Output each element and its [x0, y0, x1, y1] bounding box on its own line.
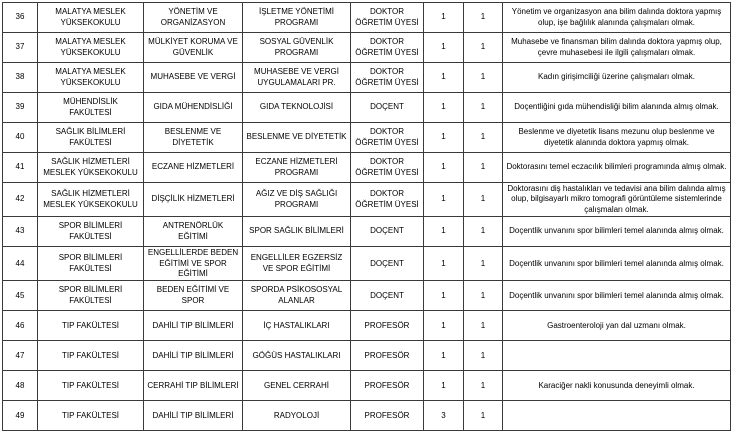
table-row — [3, 123, 731, 153]
cell-count-2: 1 — [464, 341, 503, 371]
cell-program: SOSYAL GÜVENLİK PROGRAMI — [243, 33, 351, 63]
cell-count-1: 3 — [424, 401, 464, 431]
cell-faculty: MALATYA MESLEK YÜKSEKOKULU — [38, 63, 144, 93]
cell-title: DOKTOR ÖĞRETİM ÜYESİ — [351, 63, 424, 93]
cell-program: MUHASEBE VE VERGİ UYGULAMALARI PR. — [243, 63, 351, 93]
cell-description: Muhasebe ve finansman bilim dalında doktora yapmış olup, çevre muhasebesi ile ilgili çalışmaları olmak. — [503, 33, 731, 63]
cell-count-2: 1 — [464, 63, 503, 93]
cell-program: İŞLETME YÖNETİMİ PROGRAMI — [243, 3, 351, 33]
cell-title: PROFESÖR — [351, 341, 424, 371]
cell-description — [503, 341, 731, 371]
table-row — [3, 401, 731, 431]
cell-faculty: SAĞLIK HİZMETLERİ MESLEK YÜKSEKOKULU — [38, 153, 144, 183]
cell-count-2: 1 — [464, 371, 503, 401]
cell-row-number: 41 — [3, 153, 38, 183]
cell-department: MÜLKİYET KORUMA VE GÜVENLİK — [144, 33, 243, 63]
cell-count-1: 1 — [424, 153, 464, 183]
cell-department: DİŞÇİLİK HİZMETLERİ — [144, 183, 243, 217]
cell-count-1: 1 — [424, 123, 464, 153]
cell-count-1: 1 — [424, 63, 464, 93]
cell-row-number: 46 — [3, 311, 38, 341]
cell-faculty: TIP FAKÜLTESİ — [38, 401, 144, 431]
cell-faculty: TIP FAKÜLTESİ — [38, 371, 144, 401]
cell-count-1: 1 — [424, 247, 464, 281]
cell-department: GIDA MÜHENDİSLİĞİ — [144, 93, 243, 123]
table-row — [3, 33, 731, 63]
table-row — [3, 217, 731, 247]
cell-department: YÖNETİM VE ORGANİZASYON — [144, 3, 243, 33]
cell-count-1: 1 — [424, 371, 464, 401]
cell-title: DOKTOR ÖĞRETİM ÜYESİ — [351, 183, 424, 217]
cell-title: DOÇENT — [351, 217, 424, 247]
cell-count-1: 1 — [424, 3, 464, 33]
cell-description: Kadın girişimciliği üzerine çalışmaları olmak. — [503, 63, 731, 93]
cell-row-number: 42 — [3, 183, 38, 217]
cell-department: DAHİLİ TIP BİLİMLERİ — [144, 311, 243, 341]
cell-count-1: 1 — [424, 281, 464, 311]
cell-row-number: 45 — [3, 281, 38, 311]
cell-department: ANTRENÖRLÜK EĞİTİMİ — [144, 217, 243, 247]
cell-title: DOKTOR ÖĞRETİM ÜYESİ — [351, 33, 424, 63]
table-row — [3, 153, 731, 183]
cell-row-number: 39 — [3, 93, 38, 123]
table-row — [3, 3, 731, 33]
cell-faculty: SPOR BİLİMLERİ FAKÜLTESİ — [38, 217, 144, 247]
table-row — [3, 183, 731, 217]
cell-count-2: 1 — [464, 183, 503, 217]
cell-description — [503, 401, 731, 431]
cell-program: AĞIZ VE DİŞ SAĞLIĞI PROGRAMI — [243, 183, 351, 217]
table-row — [3, 281, 731, 311]
cell-program: ENGELLİLER EGZERSİZ VE SPOR EĞİTİMİ — [243, 247, 351, 281]
cell-title: DOÇENT — [351, 281, 424, 311]
cell-program: GENEL CERRAHİ — [243, 371, 351, 401]
table-row — [3, 371, 731, 401]
cell-count-2: 1 — [464, 123, 503, 153]
cell-count-1: 1 — [424, 311, 464, 341]
cell-row-number: 38 — [3, 63, 38, 93]
cell-count-1: 1 — [424, 33, 464, 63]
cell-faculty: MÜHENDİSLİK FAKÜLTESİ — [38, 93, 144, 123]
cell-title: PROFESÖR — [351, 371, 424, 401]
cell-row-number: 47 — [3, 341, 38, 371]
document-page — [0, 2, 737, 433]
cell-department: ENGELLİLERDE BEDEN EĞİTİMİ VE SPOR EĞİTİMİ — [144, 247, 243, 281]
cell-faculty: SPOR BİLİMLERİ FAKÜLTESİ — [38, 281, 144, 311]
cell-count-2: 1 — [464, 281, 503, 311]
table-row — [3, 93, 731, 123]
academic-vacancy-table — [2, 2, 731, 431]
cell-description: Doktorasını temel eczacılık bilimleri programında almış olmak. — [503, 153, 731, 183]
cell-row-number: 48 — [3, 371, 38, 401]
cell-description: Doçentliğini gıda mühendisliği bilim alanında almış olmak. — [503, 93, 731, 123]
cell-department: DAHİLİ TIP BİLİMLERİ — [144, 401, 243, 431]
table-row — [3, 311, 731, 341]
cell-title: DOÇENT — [351, 247, 424, 281]
cell-count-2: 1 — [464, 247, 503, 281]
cell-description: Doçentlik unvanını spor bilimleri temel alanında almış olmak. — [503, 281, 731, 311]
cell-program: SPORDA PSİKOSOSYAL ALANLAR — [243, 281, 351, 311]
cell-row-number: 44 — [3, 247, 38, 281]
cell-row-number: 40 — [3, 123, 38, 153]
cell-title: DOÇENT — [351, 93, 424, 123]
cell-count-1: 1 — [424, 93, 464, 123]
cell-row-number: 49 — [3, 401, 38, 431]
cell-faculty: SAĞLIK BİLİMLERİ FAKÜLTESİ — [38, 123, 144, 153]
cell-title: PROFESÖR — [351, 401, 424, 431]
cell-count-1: 1 — [424, 183, 464, 217]
cell-count-2: 1 — [464, 217, 503, 247]
cell-program: SPOR SAĞLIK BİLİMLERİ — [243, 217, 351, 247]
cell-description: Doçentlik unvanını spor bilimleri temel alanında almış olmak. — [503, 217, 731, 247]
cell-count-2: 1 — [464, 3, 503, 33]
cell-program: GIDA TEKNOLOJİSİ — [243, 93, 351, 123]
cell-title: PROFESÖR — [351, 311, 424, 341]
cell-count-2: 1 — [464, 33, 503, 63]
cell-description: Beslenme ve diyetetik lisans mezunu olup beslenme ve diyetetik alanında doktora yapmış olmak. — [503, 123, 731, 153]
cell-description: Doktorasını diş hastalıkları ve tedavisi ana bilim dalında almış olup, bilgisayarlı mikro tomografi görüntüleme sistemlerinde çalışmaları olmak. — [503, 183, 731, 217]
cell-count-1: 1 — [424, 217, 464, 247]
cell-program: GÖĞÜS HASTALIKLARI — [243, 341, 351, 371]
cell-program: BESLENME VE DİYETETİK — [243, 123, 351, 153]
cell-program: RADYOLOJİ — [243, 401, 351, 431]
cell-count-1: 1 — [424, 341, 464, 371]
cell-department: BEDEN EĞİTİMİ VE SPOR — [144, 281, 243, 311]
cell-department: ECZANE HİZMETLERİ — [144, 153, 243, 183]
table-row — [3, 341, 731, 371]
cell-title: DOKTOR ÖĞRETİM ÜYESİ — [351, 3, 424, 33]
cell-faculty: TIP FAKÜLTESİ — [38, 311, 144, 341]
table-row — [3, 63, 731, 93]
cell-faculty: TIP FAKÜLTESİ — [38, 341, 144, 371]
cell-faculty: SAĞLIK HİZMETLERİ MESLEK YÜKSEKOKULU — [38, 183, 144, 217]
cell-program: İÇ HASTALIKLARI — [243, 311, 351, 341]
table-row — [3, 247, 731, 281]
cell-faculty: MALATYA MESLEK YÜKSEKOKULU — [38, 33, 144, 63]
cell-description: Karaciğer nakli konusunda deneyimli olmak. — [503, 371, 731, 401]
cell-faculty: SPOR BİLİMLERİ FAKÜLTESİ — [38, 247, 144, 281]
cell-count-2: 1 — [464, 93, 503, 123]
cell-department: MUHASEBE VE VERGİ — [144, 63, 243, 93]
cell-description: Doçentlik unvanını spor bilimleri temel alanında almış olmak. — [503, 247, 731, 281]
cell-department: CERRAHİ TIP BİLİMLERİ — [144, 371, 243, 401]
cell-title: DOKTOR ÖĞRETİM ÜYESİ — [351, 123, 424, 153]
cell-description: Gastroenteroloji yan dal uzmanı olmak. — [503, 311, 731, 341]
cell-count-2: 1 — [464, 153, 503, 183]
table-body — [3, 3, 731, 431]
cell-department: BESLENME VE DİYETETİK — [144, 123, 243, 153]
cell-row-number: 37 — [3, 33, 38, 63]
cell-count-2: 1 — [464, 401, 503, 431]
cell-faculty: MALATYA MESLEK YÜKSEKOKULU — [38, 3, 144, 33]
cell-row-number: 36 — [3, 3, 38, 33]
cell-program: ECZANE HİZMETLERİ PROGRAMI — [243, 153, 351, 183]
cell-description: Yönetim ve organizasyon ana bilim dalında doktora yapmış olup, işe bağlılık alanında çalışmaları olmak. — [503, 3, 731, 33]
cell-department: DAHİLİ TIP BİLİMLERİ — [144, 341, 243, 371]
cell-count-2: 1 — [464, 311, 503, 341]
cell-title: DOKTOR ÖĞRETİM ÜYESİ — [351, 153, 424, 183]
cell-row-number: 43 — [3, 217, 38, 247]
